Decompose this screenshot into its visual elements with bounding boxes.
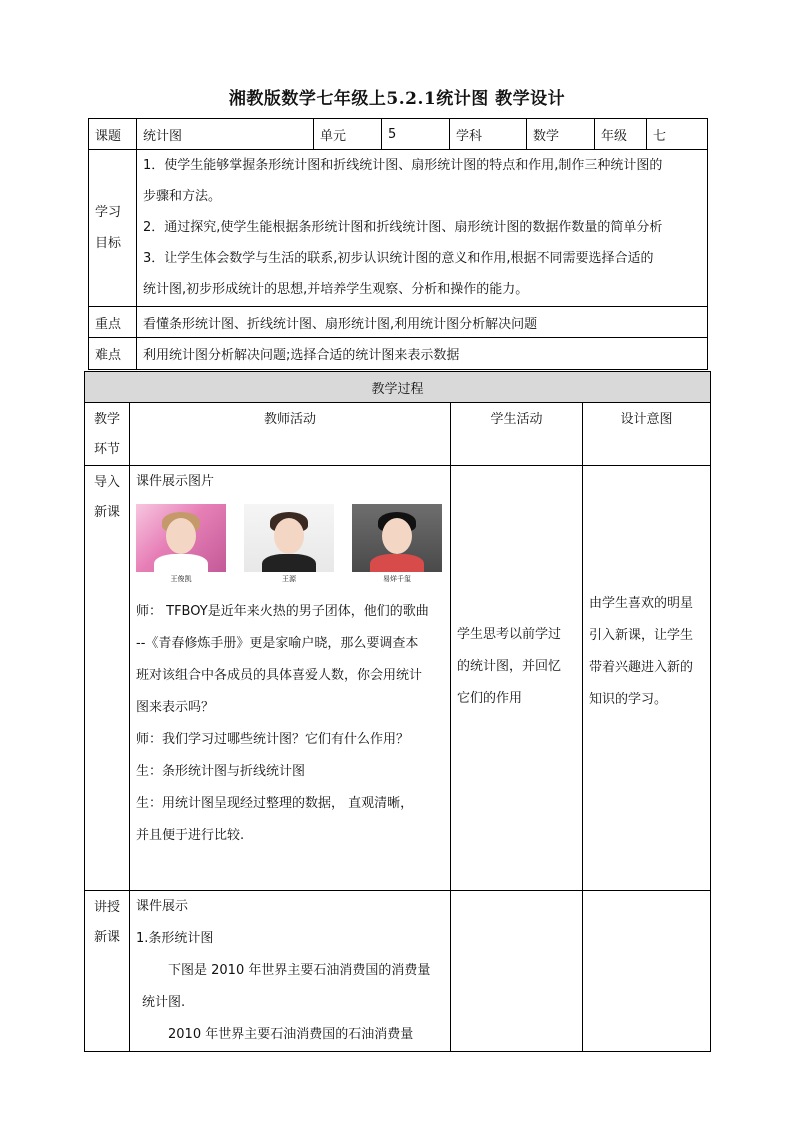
member-photo <box>136 504 226 572</box>
stage-column-header <box>85 403 130 466</box>
lecture-item: 1.条形统计图 <box>136 931 214 946</box>
student-line: 的统计图，并回忆 <box>457 659 562 674</box>
design-line: 由学生喜欢的明星 <box>589 596 694 611</box>
subject-value: 数学 <box>527 119 595 150</box>
student-column-header: 学生活动 <box>451 403 583 466</box>
goal-line: 1．使学生能够掌握条形统计图和折线统计图、扇形统计图的特点和作用,制作三种统计图的 <box>143 158 663 173</box>
goals-label-line2: 目标 <box>95 236 122 251</box>
lecture-lead: 课件展示 <box>136 899 189 914</box>
member-photo <box>352 504 442 572</box>
difficult-point-text: 利用统计图分析解决问题;选择合适的统计图来表示数据 <box>137 338 708 370</box>
photo-3 <box>352 504 442 584</box>
course-value: 统计图 <box>137 119 314 150</box>
grade-value: 七 <box>647 119 708 150</box>
intro-line: 师： TFBOY是近年来火热的男子团体，他们的歌曲 <box>136 604 429 619</box>
oil-chart-title: 2010 年世界主要石油消费国的石油消费量 <box>168 1027 414 1042</box>
goals-label-line1: 学习 <box>95 205 122 220</box>
photo-caption: 王源 <box>282 575 296 583</box>
intro-line: 生：用统计图呈现经过整理的数据， 直观清晰， <box>136 796 414 811</box>
stage-header-line2: 环节 <box>93 442 120 457</box>
info-table <box>88 118 708 370</box>
oil-line: 下图是 2010 年世界主要石油消费国的消费量 <box>168 963 431 978</box>
goal-line: 步骤和方法。 <box>143 189 222 204</box>
grade-label: 年级 <box>595 119 647 150</box>
member-photo <box>244 504 334 572</box>
photo-caption: 易烊千玺 <box>383 575 411 583</box>
goal-line: 2．通过探究,使学生能根据条形统计图和折线统计图、扇形统计图的数据作数量的简单分析 <box>143 220 663 235</box>
oil-line: 统计图. <box>142 995 186 1010</box>
unit-label: 单元 <box>314 119 382 150</box>
teacher-column-header: 教师活动 <box>130 403 451 466</box>
document-title: 湘教版数学七年级上5.2.1统计图 教学设计 <box>228 89 566 109</box>
oil-intro <box>130 955 450 1051</box>
key-point-label: 重点 <box>89 307 137 338</box>
intro-lead: 课件展示图片 <box>136 474 215 489</box>
lecture-stage <box>85 891 130 1052</box>
course-label: 课题 <box>89 119 137 150</box>
intro-teacher-activity <box>130 466 451 891</box>
stage-header-line1: 教学 <box>93 412 120 427</box>
intro-line: 师：我们学习过哪些统计图？它们有什么作用？ <box>136 732 410 747</box>
photo-2 <box>244 504 334 584</box>
intro-stage-line1: 导入 <box>93 475 120 490</box>
difficult-point-label: 难点 <box>89 338 137 370</box>
design-column-header: 设计意图 <box>583 403 711 466</box>
goal-line: 统计图,初步形成统计的思想,并培养学生观察、分析和操作的能力。 <box>143 282 529 297</box>
subject-label: 学科 <box>450 119 527 150</box>
intro-line: 班对该组合中各成员的具体喜爱人数，你会用统计 <box>136 668 423 683</box>
intro-line: 生：条形统计图与折线统计图 <box>136 764 306 779</box>
student-line: 学生思考以前学过 <box>457 627 562 642</box>
intro-stage <box>85 466 130 891</box>
intro-design-intent <box>583 466 711 891</box>
lecture-stage-line1: 讲授 <box>93 900 120 915</box>
intro-student-activity <box>451 466 583 891</box>
intro-line: --《青春修炼手册》更是家喻户晓，那么要调查本 <box>136 636 419 651</box>
process-header: 教学过程 <box>85 372 711 403</box>
photo-row <box>130 498 450 588</box>
unit-value: 5 <box>382 119 450 150</box>
design-line: 带着兴趣进入新的 <box>589 660 694 675</box>
intro-stage-line2: 新课 <box>93 505 120 520</box>
lecture-teacher-activity <box>130 891 451 1052</box>
goals-label <box>89 150 137 307</box>
design-line: 引入新课，让学生 <box>589 628 694 643</box>
key-point-text: 看懂条形统计图、折线统计图、扇形统计图,利用统计图分析解决问题 <box>137 307 708 338</box>
process-table <box>84 371 711 1052</box>
intro-line: 图来表示吗？ <box>136 700 215 715</box>
intro-line: 并且便于进行比较. <box>136 828 245 843</box>
lecture-design-intent <box>583 891 711 1052</box>
student-line: 它们的作用 <box>457 691 523 706</box>
lecture-stage-line2: 新课 <box>93 930 120 945</box>
goal-line: 3．让学生体会数学与生活的联系,初步认识统计图的意义和作用,根据不同需要选择合适的 <box>143 251 654 266</box>
design-line: 知识的学习。 <box>589 692 668 707</box>
photo-1 <box>136 504 226 584</box>
goals-content <box>137 150 708 307</box>
lecture-student-activity <box>451 891 583 1052</box>
photo-caption: 王俊凯 <box>170 575 192 583</box>
